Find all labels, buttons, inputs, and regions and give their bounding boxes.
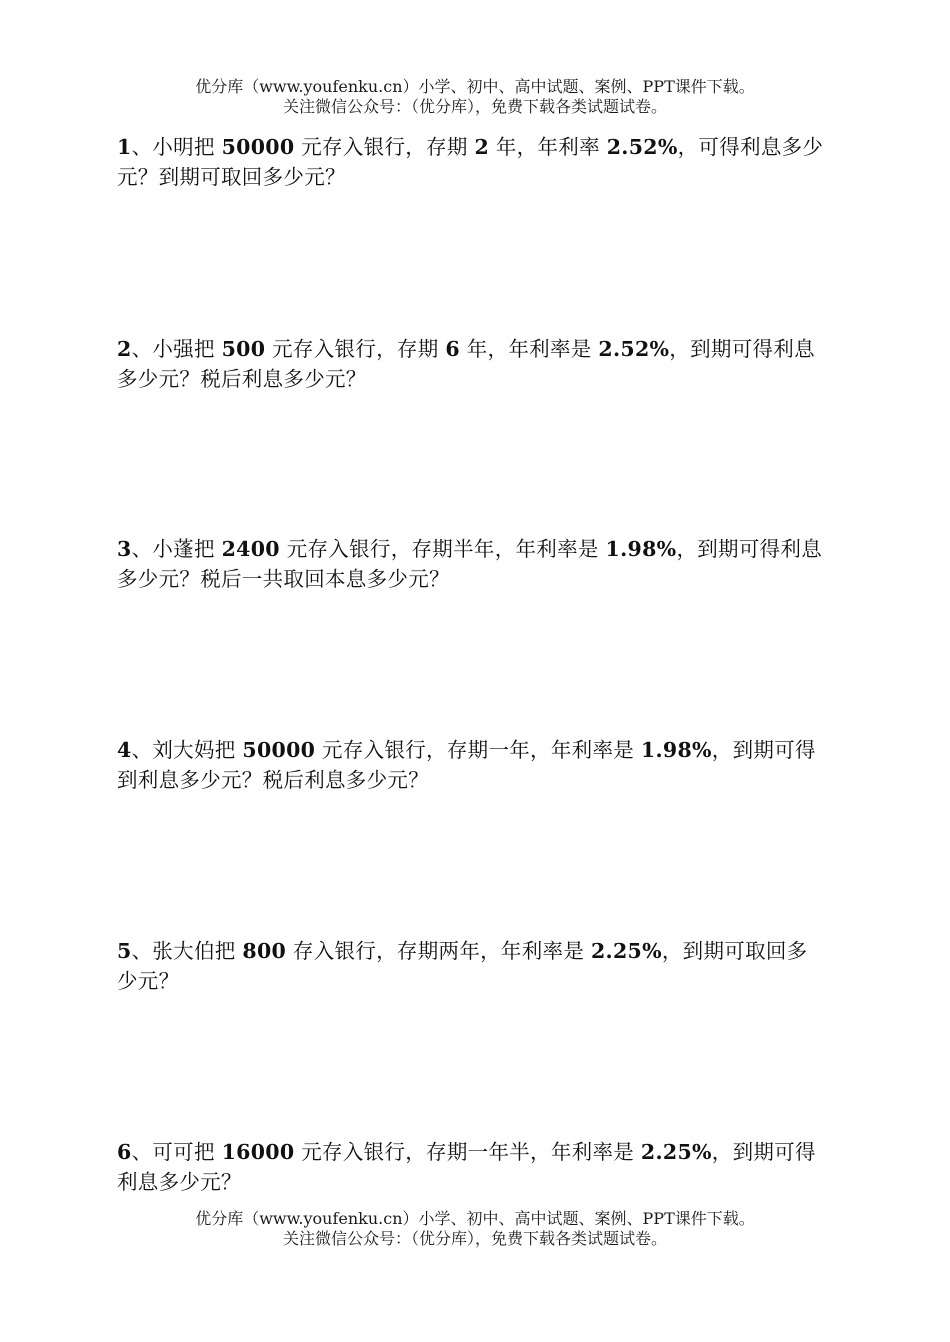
footer-line-2: 关注微信公众号：（优分库），免费下载各类试题试卷。	[282, 1229, 667, 1248]
rate-value: 2.52%	[598, 337, 670, 361]
question-4-line-2: 到利息多少元？税后利息多少元？	[117, 768, 429, 792]
question-1	[117, 132, 833, 192]
text-segment: ，到期可得	[711, 738, 816, 762]
question-number: 5	[117, 939, 132, 963]
text-segment: 年，年利率是	[459, 337, 599, 361]
text-segment: 元存入银行，存期一年半，年利率是	[294, 1140, 641, 1164]
text-segment: 元存入银行，存期半年，年利率是	[279, 537, 606, 561]
term-value: 6	[445, 337, 460, 361]
question-4-line-1	[117, 735, 833, 765]
rate-value: 1.98%	[605, 537, 677, 561]
text-segment: ，到期可得利息	[669, 337, 815, 361]
text-segment: 存入银行，存期两年，年利率是	[286, 939, 591, 963]
question-1-line-2: 元？到期可取回多少元？	[117, 165, 346, 189]
text-segment: 元存入银行，存期一年，年利率是	[315, 738, 641, 762]
text-segment: ，到期可取回多	[661, 939, 808, 963]
text-segment: 、张大伯把	[131, 939, 243, 963]
amount-value: 800	[242, 939, 287, 963]
text-segment: 、小明把	[131, 135, 222, 159]
question-number: 1	[117, 135, 132, 159]
question-4	[117, 735, 833, 795]
text-segment: 年，年利率	[489, 135, 607, 159]
question-2	[117, 334, 833, 394]
question-number: 4	[117, 738, 132, 762]
question-number: 6	[117, 1140, 132, 1164]
question-3	[117, 534, 833, 594]
rate-value: 2.25%	[640, 1140, 712, 1164]
term-value: 2	[474, 135, 490, 159]
text-segment: ，到期可得	[711, 1140, 816, 1164]
question-5-line-2: 少元？	[117, 969, 180, 993]
question-number: 3	[117, 537, 132, 561]
question-6-line-2: 利息多少元？	[117, 1170, 242, 1194]
text-segment: ，到期可得利息	[676, 537, 823, 561]
text-segment: 、可可把	[131, 1140, 222, 1164]
question-number: 2	[117, 337, 132, 361]
amount-value: 16000	[221, 1140, 295, 1164]
question-5	[117, 936, 833, 996]
footer-line-1: 优分库（www.youfenku.cn）小学、初中、高中试题、案例、PPT课件下载。	[195, 1209, 755, 1228]
text-segment: 、小强把	[131, 337, 222, 361]
question-6	[117, 1137, 833, 1197]
page-header	[0, 77, 950, 117]
question-3-line-1	[117, 534, 833, 564]
rate-value: 2.52%	[606, 135, 678, 159]
question-2-line-1	[117, 334, 833, 364]
rate-value: 1.98%	[640, 738, 712, 762]
text-segment: ，可得利息多少	[677, 135, 824, 159]
amount-value: 2400	[221, 537, 280, 561]
text-segment: 、小蓬把	[131, 537, 222, 561]
header-line-2: 关注微信公众号：（优分库），免费下载各类试题试卷。	[282, 97, 667, 116]
question-1-line-1	[117, 132, 833, 162]
question-2-line-2: 多少元？税后利息多少元？	[117, 367, 367, 391]
text-segment: 、刘大妈把	[131, 738, 243, 762]
amount-value: 50000	[221, 135, 295, 159]
text-segment: 元存入银行，存期	[294, 135, 475, 159]
rate-value: 2.25%	[590, 939, 662, 963]
amount-value: 500	[221, 337, 266, 361]
question-5-line-1	[117, 936, 833, 966]
header-line-1: 优分库（www.youfenku.cn）小学、初中、高中试题、案例、PPT课件下载。	[195, 77, 755, 96]
text-segment: 元存入银行，存期	[265, 337, 446, 361]
page-footer	[0, 1209, 950, 1249]
question-6-line-1	[117, 1137, 833, 1167]
question-3-line-2: 多少元？税后一共取回本息多少元？	[117, 567, 450, 591]
amount-value: 50000	[242, 738, 316, 762]
